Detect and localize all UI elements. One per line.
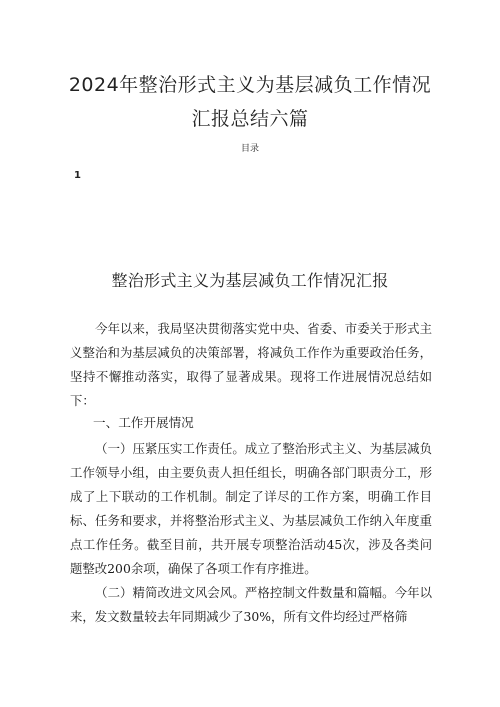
article-heading: 整治形式主义为基层减负工作情况汇报 (111, 271, 389, 290)
intro-paragraph (70, 317, 432, 413)
section-heading: 一、工作开展情况 (93, 415, 194, 430)
table-of-contents-number: 1 (74, 170, 81, 181)
paragraph-two-text: （二）精简改进文风会风。严格控制文件数量和篇幅。今年以来，发文数量较去年同期减少了30%，所有文件均经过严格筛 (70, 585, 432, 624)
document-title-line-2: 汇报总结六篇 (191, 108, 309, 130)
paragraph-two (70, 581, 432, 629)
paragraph-one (70, 437, 432, 581)
paragraph-one-text: （一）压紧压实工作责任。成立了整治形式主义、为基层减负工作领导小组，由主要负责人担任组长，明确各部门职责分工，形成了上下联动的工作机制。制定了详尽的工作方案，明确工作目标、任务和要求，并将整治形式主义、为基层减负工作纳入年度重点工作任务。截至目前，共开展专项整治活动45次，涉及各类问题整改200余项，确保了各项工作有序推进。 (70, 441, 432, 576)
document-title-line-1: 2024年整治形式主义为基层减负工作情况 (68, 74, 432, 96)
table-of-contents-label: 目录 (240, 144, 259, 154)
intro-paragraph-text: 今年以来，我局坚决贯彻落实党中央、省委、市委关于形式主义整治和为基层减负的决策部署，将减负工作作为重要政治任务，坚持不懈推动落实，取得了显著成果。现将工作进展情况总结如下： (70, 321, 432, 408)
